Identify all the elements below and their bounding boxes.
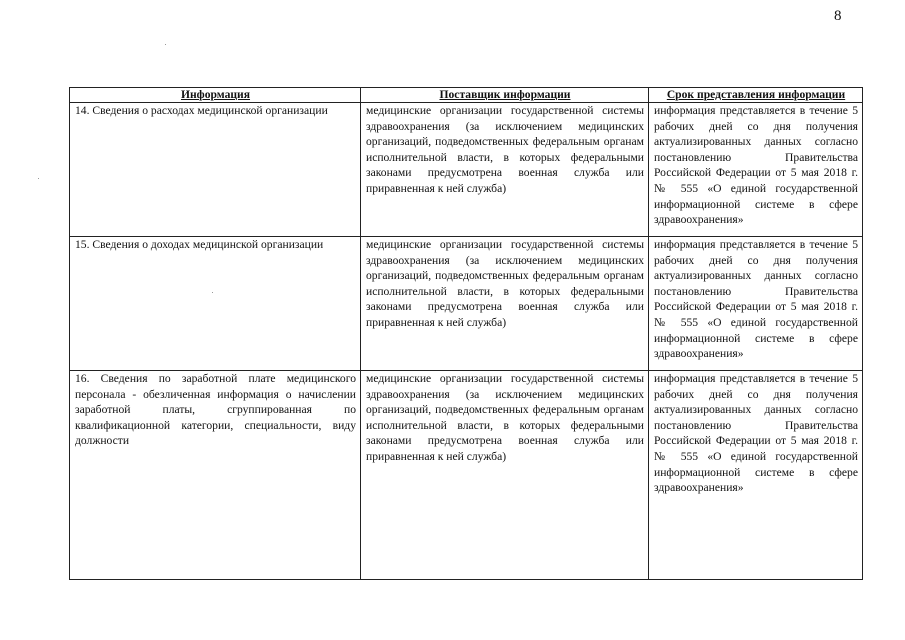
cell-provider: медицинские организации государственной системы здравоохранения (за исключением медицинских организаций, подведомственных федеральным органам исполнительной власти, в которых федеральными законами предусмотрена военная служба или приравненная к ней служба) — [361, 371, 649, 580]
header-provider: Поставщик информации — [361, 88, 649, 103]
scan-speck — [165, 44, 166, 45]
header-information: Информация — [70, 88, 361, 103]
cell-deadline: информация представляется в течение 5 рабочих дней со дня получения актуализированных данных согласно постановлению Правительства Российской Федерации от 5 мая 2018 г. № 555 «О единой государственной информационной системе в сфере здравоохранения» — [649, 371, 863, 580]
cell-information: 15. Сведения о доходах медицинской организации — [70, 237, 361, 371]
table-row — [70, 237, 863, 371]
cell-deadline: информация представляется в течение 5 рабочих дней со дня получения актуализированных данных согласно постановлению Правительства Российской Федерации от 5 мая 2018 г. № 555 «О единой государственной информационной системе в сфере здравоохранения» — [649, 103, 863, 237]
table-header-row — [70, 88, 863, 103]
cell-provider: медицинские организации государственной системы здравоохранения (за исключением медицинских организаций, подведомственных федеральным органам исполнительной власти, в которых федеральными законами предусмотрена военная служба или приравненная к ней служба) — [361, 103, 649, 237]
cell-information: 16. Сведения по заработной плате медицинского персонала - обезличенная информация о начислении заработной платы, сгруппированная по квалификационной категории, специальности, виду должности — [70, 371, 361, 580]
page-number: 8 — [834, 8, 842, 24]
scan-speck — [38, 178, 39, 179]
header-deadline: Срок представления информации — [649, 88, 863, 103]
cell-deadline: информация представляется в течение 5 рабочих дней со дня получения актуализированных данных согласно постановлению Правительства Российской Федерации от 5 мая 2018 г. № 555 «О единой государственной информационной системе в сфере здравоохранения» — [649, 237, 863, 371]
cell-information: 14. Сведения о расходах медицинской организации — [70, 103, 361, 237]
table-row — [70, 103, 863, 237]
cell-provider: медицинские организации государственной системы здравоохранения (за исключением медицинских организаций, подведомственных федеральным органам исполнительной власти, в которых федеральными законами предусмотрена военная служба или приравненная к ней служба) — [361, 237, 649, 371]
table-row — [70, 371, 863, 580]
information-table — [69, 87, 863, 580]
